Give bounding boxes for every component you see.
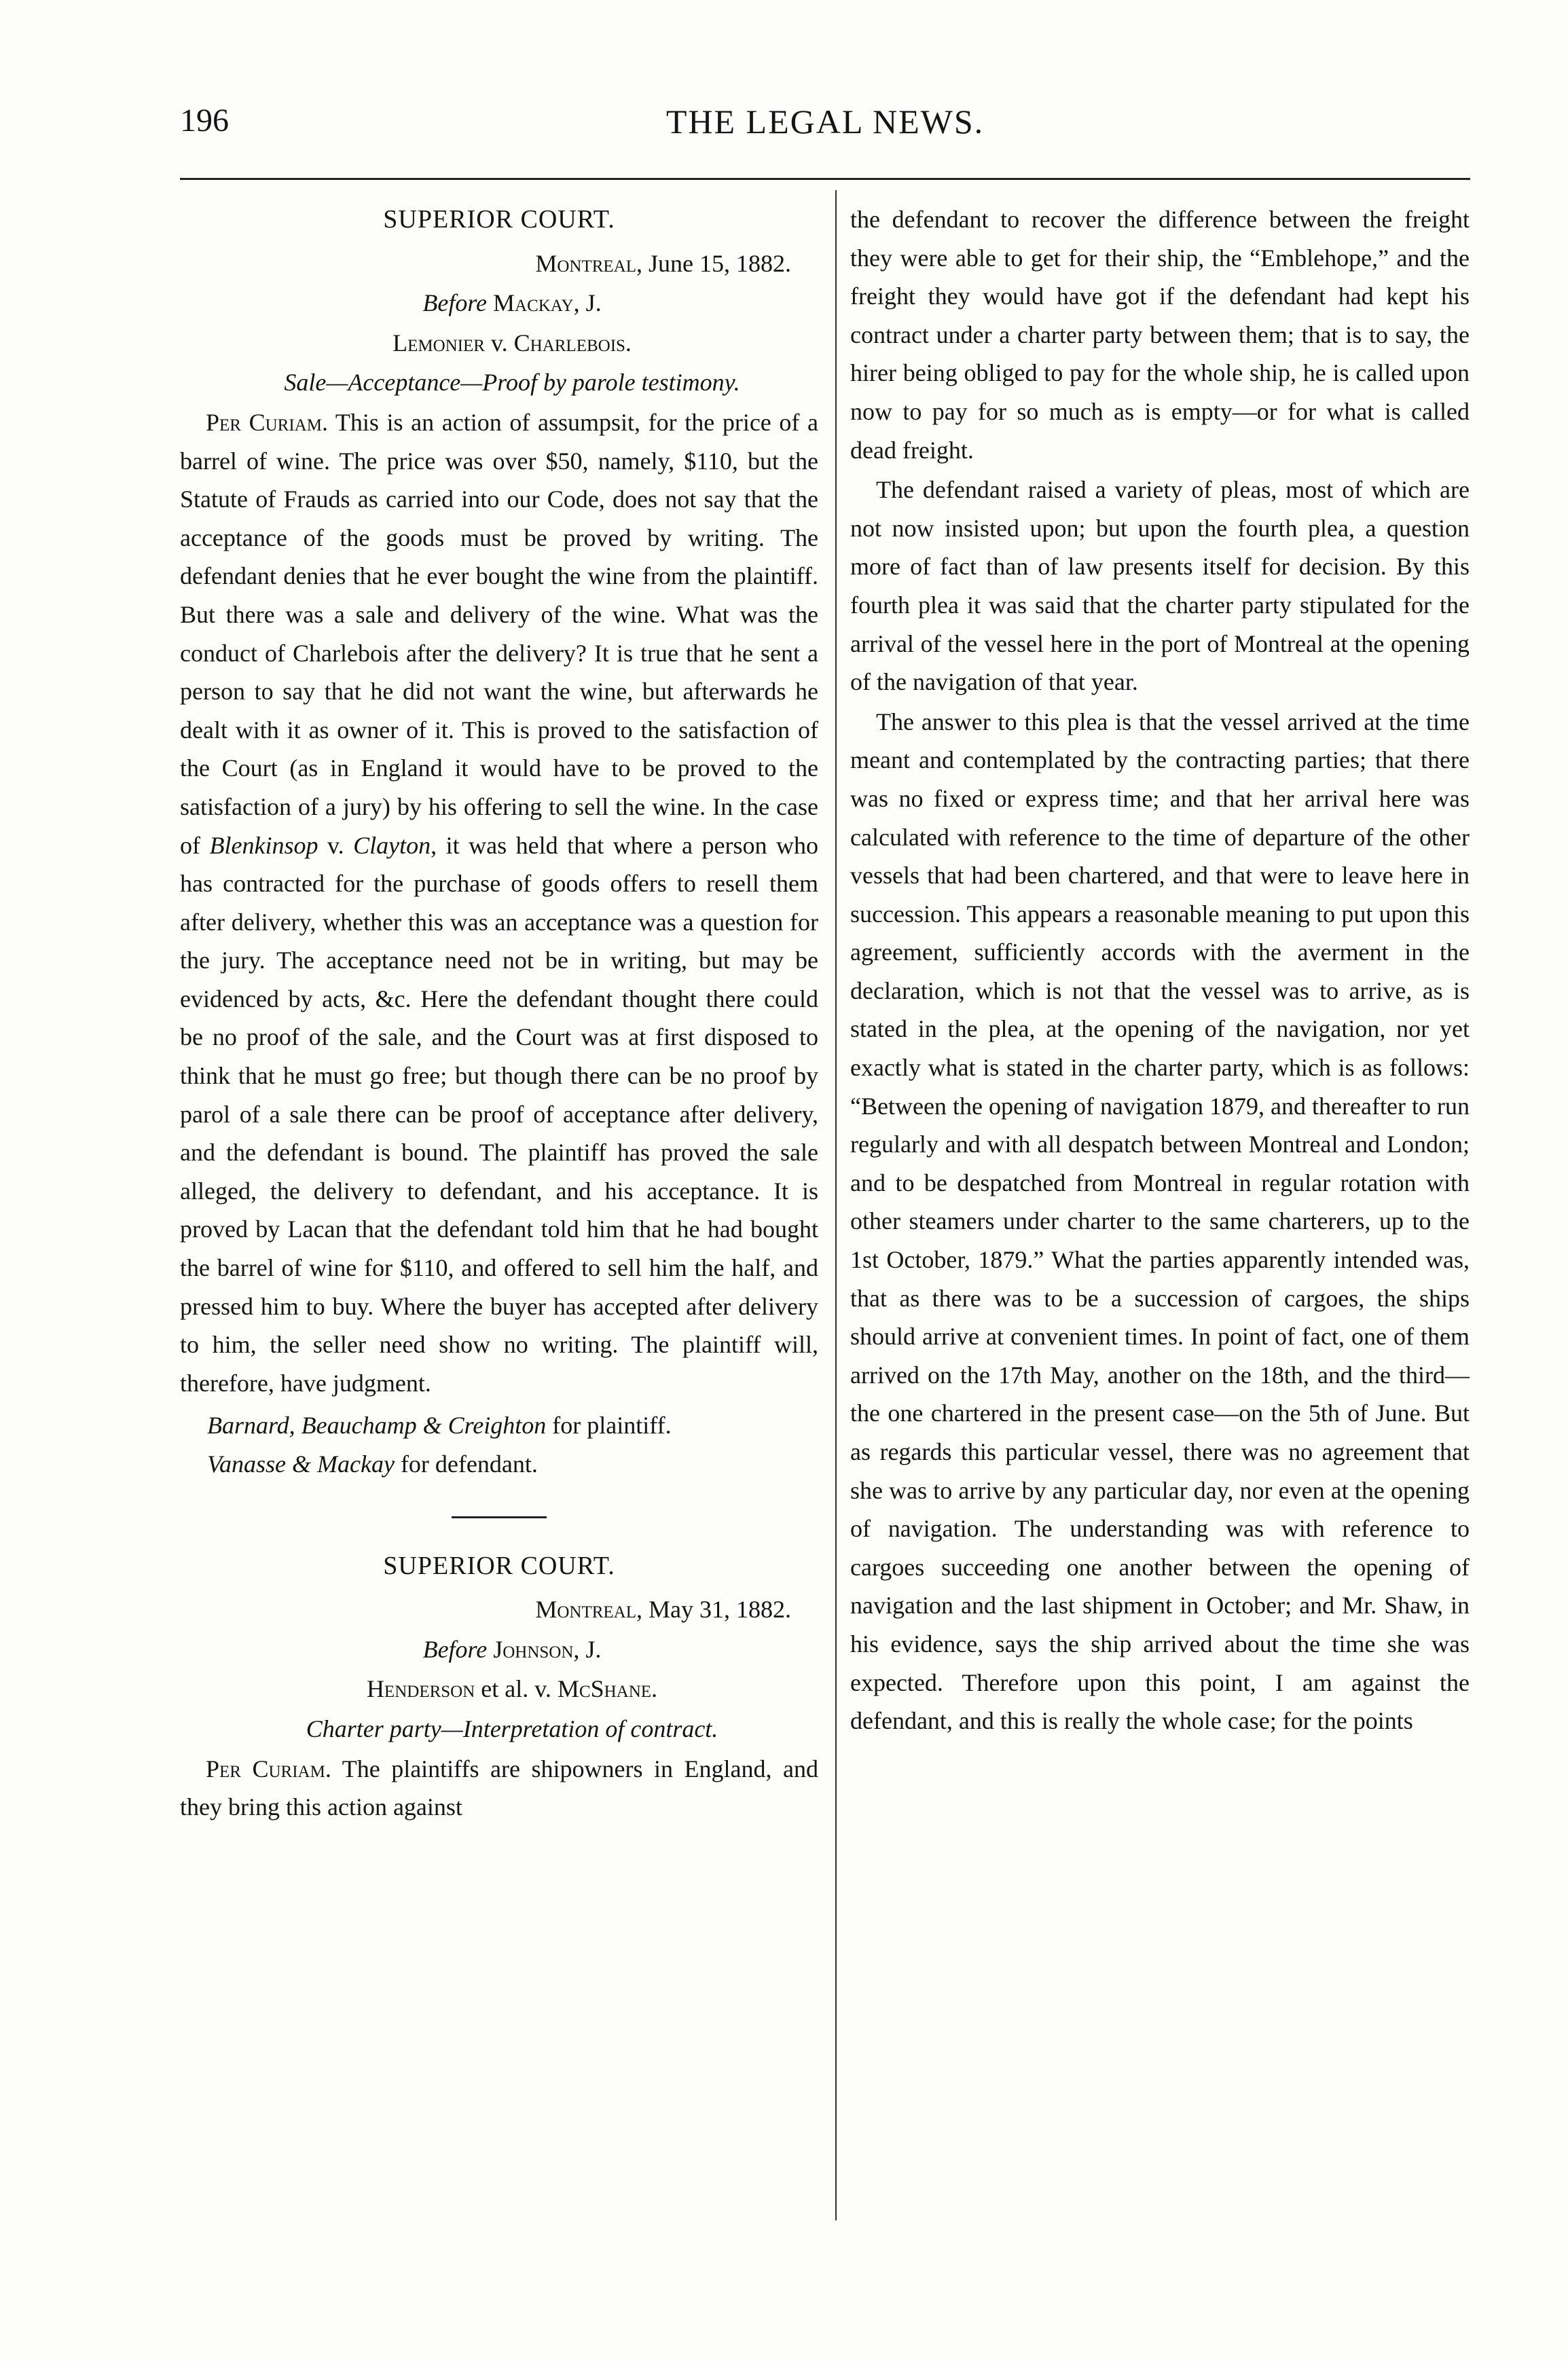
case1-date (180, 244, 818, 283)
case2-paragraph-2: The defendant raised a variety of pleas, most of which are not now insisted upon; but upon the fourth plea, a question more of fact than of law presents itself for decision. By this fourth plea it was said that the charter party stipulated for the arrival of the vessel here in the port of Montreal at the opening of the navigation of that year. (850, 476, 1470, 696)
case1-body-first: This is an action of assumpsit, for the price of a barrel of wine. The price was over $50, namely, $110, but the Statute of Frauds as carried into our Code, does not say that the acceptance of the goods must be proved by writing. The defendant denies that he ever bought the wine from the plaintiff. But there was a sale and delivery of the wine. What was the conduct of Charlebois after the delivery? It is true that he sent a person to say that he did not want the wine, but afterwards he dealt with it as owner of it. This is proved to the satisfaction of the Court (as in England it would have to be proved to the satisfaction of a jury) by his offering to sell the wine. In the case of (180, 408, 818, 859)
case2-body-left: The plaintiffs are shipowners in England, and they bring this action against (180, 1755, 818, 1821)
case2-plaintiff-suffix: et al. (475, 1675, 529, 1703)
case2-judge (180, 1630, 818, 1669)
case2-judge-name: Johnson (493, 1635, 574, 1663)
case1-judge (180, 284, 818, 323)
header-rule (180, 178, 1470, 180)
case1-counsel-plaintiff-role: for plaintiff. (546, 1412, 672, 1440)
case1-body-second: , it was held that where a person who has contracted for the purchase of goods offers to resell them after delivery, whether this was an acceptance was a question for the jury. The acceptance need not be in writing, but may be evidenced by acts, &c. Here the defendant thought there could be no proof of the sale, and the Court was at first disposed to think that he must go free; but though there can be no proof by parol of a sale there can be proof of acceptance after delivery, and the defendant is bound. The plaintiff has proved the sale alleged, the delivery to defendant, and his acceptance. It is proved by Lacan that the defendant told him that he had bought the barrel of wine for $110, and offered to sell him the half, and pressed him to buy. Where the buyer has accepted after delivery to him, the seller need show no writing. The plaintiff will, therefore, have judgment. (180, 831, 818, 1397)
case1-opinion (180, 403, 818, 1402)
case1-per-curiam: Per Curiam. (206, 408, 328, 436)
case1-judge-name: Mackay (493, 289, 574, 317)
case2-court: SUPERIOR COURT. (383, 1551, 615, 1580)
case1-counsel-defendant-role: for defendant. (394, 1450, 538, 1478)
case1-counsel (207, 1406, 818, 1483)
case2-date (180, 1590, 818, 1629)
case2-paragraph-1: the defendant to recover the difference between the freight they were able to get for their ship, the “Emblehope,” and the freight they would have got if the defendant had kept his contract under a charter party between them; that is to say, the hirer being obliged to pay for the whole ship, he is called upon now to pay for so much as is empty—or for what is called dead freight. (850, 206, 1470, 464)
case1-date-text: , June 15, 1882. (636, 249, 791, 277)
case2-date-text: , May 31, 1882. (636, 1596, 791, 1624)
case2-per-curiam: Per Curiam. (206, 1755, 331, 1782)
case1-subject: Sale—Acceptance—Proof by parole testimony. (284, 369, 740, 397)
case1-before: Before (422, 289, 487, 317)
case1-judge-suffix: , J. (573, 289, 602, 317)
case-divider (452, 1516, 547, 1518)
case1-place: Montreal (535, 249, 636, 277)
case2-versus: v. (528, 1675, 558, 1703)
case1-cited-case-2: Clayton (353, 831, 431, 859)
right-column (850, 200, 1470, 1742)
case2-place: Montreal (535, 1596, 636, 1624)
column-divider (835, 190, 837, 2220)
case2-subject: Charter party—Interpretation of contract. (306, 1715, 718, 1742)
case1-plaintiff: Lemonier (393, 329, 485, 356)
case1-cited-v: v. (318, 831, 354, 859)
case1-versus: v. (484, 329, 514, 356)
case1-defendant: Charlebois. (513, 329, 632, 356)
case1-counsel-defendant (207, 1445, 818, 1484)
case1-court: SUPERIOR COURT. (383, 205, 615, 234)
case1-counsel-plaintiff (207, 1406, 818, 1445)
case1-counsel-plaintiff-name: Barnard, Beauchamp & Creighton (207, 1412, 547, 1440)
left-column (180, 200, 818, 1828)
case1-cited-case-1: Blenkinsop (209, 831, 318, 859)
page-header (180, 102, 1470, 163)
case2-judge-suffix: , J. (573, 1635, 602, 1663)
journal-title: THE LEGAL NEWS. (666, 103, 985, 141)
case2-plaintiff: Henderson (366, 1675, 475, 1703)
case2-before: Before (422, 1635, 488, 1663)
case2-paragraph-3: The answer to this plea is that the vessel arrived at the time meant and contemplated by the contracting parties; that there was no fixed or express time; and that her arrival here was calculated with reference to the time of departure of the other vessels that had been chartered, and that were to leave here in succession. This appears a reasonable meaning to put upon this agreement, sufficiently accords with the averment in the declaration, which is not that the vessel was to arrive, as is stated in the plea, at the opening of the navigation, nor yet exactly what is stated in the charter party, which is as follows: “Between the opening of navigation 1879, and thereafter to run regularly and with all despatch between Montreal and London; and to be despatched from Montreal in regular rotation with other steamers under charter to the same charterers, up to the 1st October, 1879.” What the parties apparently intended was, that as there was to be a succession of cargoes, the ships should arrive at convenient times. In point of fact, one of them arrived on the 17th May, another on the 18th, and the third—the one chartered in the present case—on the 5th of June. But as regards this particular vessel, there was no agreement that she was to arrive by any particular day, nor even at the opening of navigation. The understanding was with reference to cargoes succeeding one another between the opening of navigation and the last shipment in October; and Mr. Shaw, in his evidence, says the ship arrived about the time she was expected. Therefore upon this point, I am against the defendant, and this is really the whole case; for the points (850, 708, 1470, 1735)
case2-defendant: McShane. (557, 1675, 658, 1703)
case1-counsel-defendant-name: Vanasse & Mackay (207, 1450, 395, 1478)
case1-parties (180, 324, 818, 363)
page-number: 196 (180, 103, 229, 139)
case2-parties (180, 1670, 818, 1708)
case2-opinion-start (180, 1750, 818, 1827)
